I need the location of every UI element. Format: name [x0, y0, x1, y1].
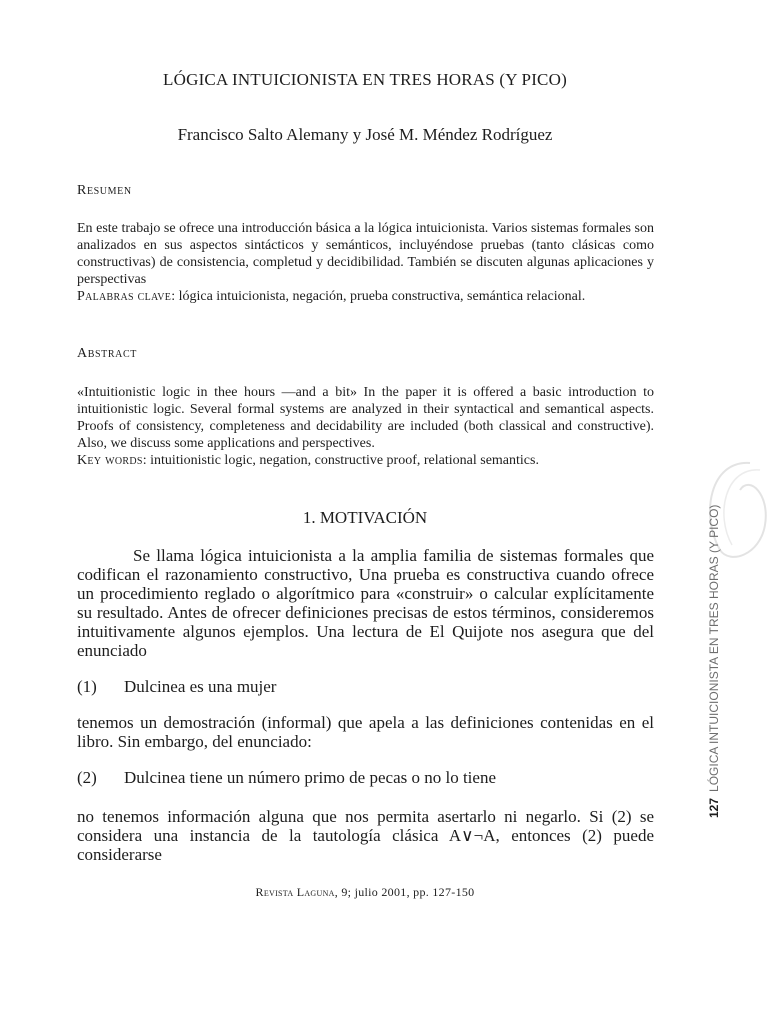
journal-details: , 9; julio 2001, pp. 127-150 — [334, 885, 475, 899]
paragraph-3-text: no tenemos información alguna que nos permita asertarlo ni negarlo. Si (2) se considera una instancia de la tautología clásica A∨¬A, entonces (2) puede considerarse — [77, 807, 654, 864]
resumen-keywords-label: Palabras clave — [77, 289, 172, 304]
paper-title: LÓGICA INTUICIONISTA EN TRES HORAS (Y PICO) — [163, 70, 567, 89]
resumen-keywords — [77, 288, 654, 305]
paper-authors: Francisco Salto Alemany y José M. Méndez Rodríguez — [177, 125, 553, 144]
example-2 — [77, 768, 654, 787]
decorative-swirl-icon — [690, 455, 768, 565]
resumen-text: En este trabajo se ofrece una introducción básica a la lógica intuicionista. Varios sistemas formales son analizados en sus aspectos sintácticos y semánticos, incluyéndose pruebas (tanto clásicas como constructivas) de consistencia, completud y decidibilidad. También se discuten algunas aplicaciones y perspectivas — [77, 221, 654, 287]
section-paragraph-3 — [77, 807, 654, 864]
paragraph-1-text: Se llama lógica intuicionista a la amplia familia de sistemas formales que codifican el razonamiento constructivo, Una prueba es constructiva cuando ofrece un procedimiento reglado o algorítmico para «construir» o calcular explícitamente su resultado. Antes de ofrecer definiciones precisas de estos términos, consideremos intuitivamente algunos ejemplos. Una lectura de El Quijote nos asegura que del enunciado — [77, 546, 654, 660]
example-2-text: Dulcinea tiene un número primo de pecas o no lo tiene — [124, 768, 496, 787]
abstract-keywords-label: Key words — [77, 453, 143, 468]
abstract-text: «Intuitionistic logic in thee hours —and a bit» In the paper it is offered a basic introduction to intuitionistic logic. Several formal systems are analyzed in their syntactical and semantical aspects. Proofs of consistency, completeness and decidability are included (both classical and constructive). Also, we discuss some applications and perspectives. — [77, 385, 654, 451]
example-1 — [77, 677, 654, 696]
running-title: LÓGICA INTUICIONISTA EN TRES HORAS (Y PICO) — [707, 504, 721, 792]
resumen-keywords-text: : lógica intuicionista, negación, prueba constructiva, semántica relacional. — [171, 289, 586, 304]
section-paragraph-2 — [77, 713, 654, 751]
example-1-text: Dulcinea es una mujer — [124, 677, 277, 696]
running-header — [707, 504, 727, 818]
journal-name: Revista Laguna — [255, 885, 335, 899]
abstract-keywords-text: : intuitionistic logic, negation, constructive proof, relational semantics. — [142, 453, 539, 468]
section-heading: 1. MOTIVACIÓN — [302, 508, 428, 527]
example-2-number: (2) — [77, 768, 97, 787]
resumen-label: Resumen — [77, 183, 132, 198]
section-paragraph-1 — [77, 546, 654, 660]
journal-footer — [0, 885, 730, 900]
resumen-block — [77, 220, 654, 305]
page-number: 127 — [707, 797, 721, 818]
paragraph-2-text: tenemos un demostración (informal) que apela a las definiciones contenidas en el libro. Sin embargo, del enunciado: — [77, 713, 654, 751]
abstract-keywords — [77, 452, 654, 469]
abstract-block — [77, 384, 654, 469]
example-1-number: (1) — [77, 677, 97, 696]
abstract-label: Abstract — [77, 346, 137, 361]
